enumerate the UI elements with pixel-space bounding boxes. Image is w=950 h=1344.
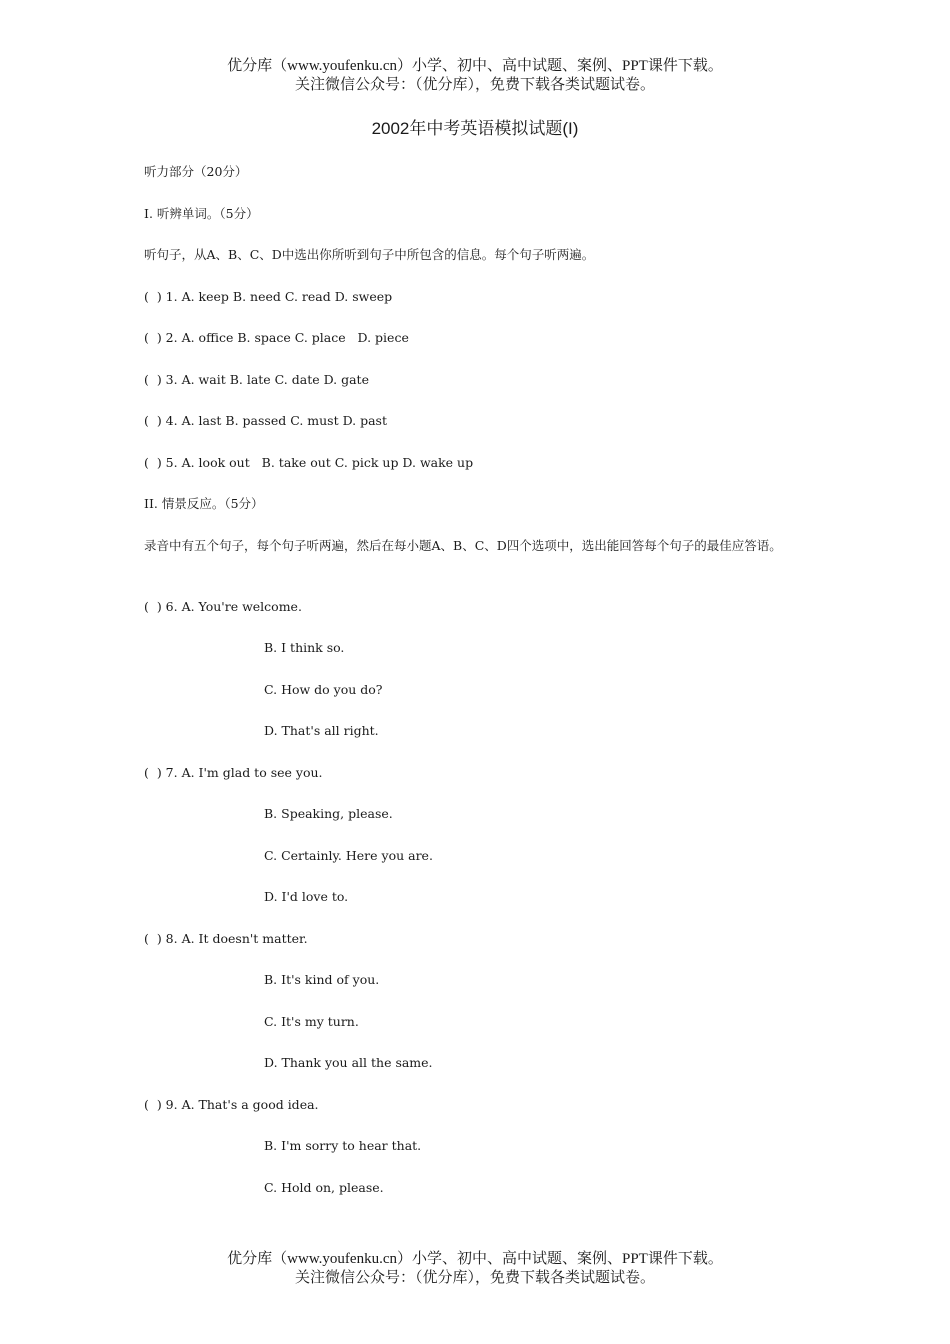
question-8-option-d: D. Thank you all the same.: [264, 1055, 433, 1070]
question-5: ( ) 5. A. look out B. take out C. pick up D. wake up: [144, 455, 474, 470]
page-header-line-2: 关注微信公众号：（优分库），免费下载各类试题试卷。: [294, 77, 655, 93]
question-4: ( ) 4. A. last B. passed C. must D. past: [144, 413, 387, 428]
page-footer-line-2: 关注微信公众号：（优分库），免费下载各类试题试卷。: [294, 1270, 655, 1286]
question-1: ( ) 1. A. keep B. need C. read D. sweep: [144, 289, 393, 304]
question-8-option-b: B. It's kind of you.: [264, 972, 380, 987]
question-6-option-b: B. I think so.: [264, 640, 345, 655]
question-6-option-c: C. How do you do?: [264, 682, 383, 697]
question-9-option-b: B. I'm sorry to hear that.: [264, 1138, 422, 1153]
question-9: ( ) 9. A. That's a good idea.: [144, 1097, 319, 1112]
part-1-instruction: 听句子，从A、B、C、D中选出你所听到句子中所包含的信息。每个句子听两遍。: [144, 247, 595, 262]
question-7: ( ) 7. A. I'm glad to see you.: [144, 765, 323, 780]
page-footer-line-1: 优分库（www.youfenku.cn）小学、初中、高中试题、案例、PPT课件下载。: [227, 1251, 723, 1267]
part-2-instruction: 录音中有五个句子，每个句子听两遍，然后在每小题A、B、C、D四个选项中，选出能回答每个句子的最佳应答语。: [144, 538, 782, 553]
part-2-heading: II. 情景反应。（5分）: [144, 496, 264, 511]
section-heading-listening: 听力部分（20分）: [144, 164, 248, 179]
part-1-heading: I. 听辨单词。（5分）: [144, 206, 259, 221]
question-2: ( ) 2. A. office B. space C. place D. piece: [144, 330, 409, 345]
document-title: 2002年中考英语模拟试题(I): [371, 119, 579, 138]
question-6-option-d: D. That's all right.: [264, 723, 379, 738]
question-9-option-c: C. Hold on, please.: [264, 1180, 384, 1195]
question-8: ( ) 8. A. It doesn't matter.: [144, 931, 308, 946]
question-6: ( ) 6. A. You're welcome.: [144, 599, 302, 614]
question-8-option-c: C. It's my turn.: [264, 1014, 359, 1029]
question-7-option-c: C. Certainly. Here you are.: [264, 848, 433, 863]
question-7-option-d: D. I'd love to.: [264, 889, 349, 904]
question-3: ( ) 3. A. wait B. late C. date D. gate: [144, 372, 369, 387]
question-7-option-b: B. Speaking, please.: [264, 806, 393, 821]
page-header-line-1: 优分库（www.youfenku.cn）小学、初中、高中试题、案例、PPT课件下载。: [227, 58, 723, 74]
